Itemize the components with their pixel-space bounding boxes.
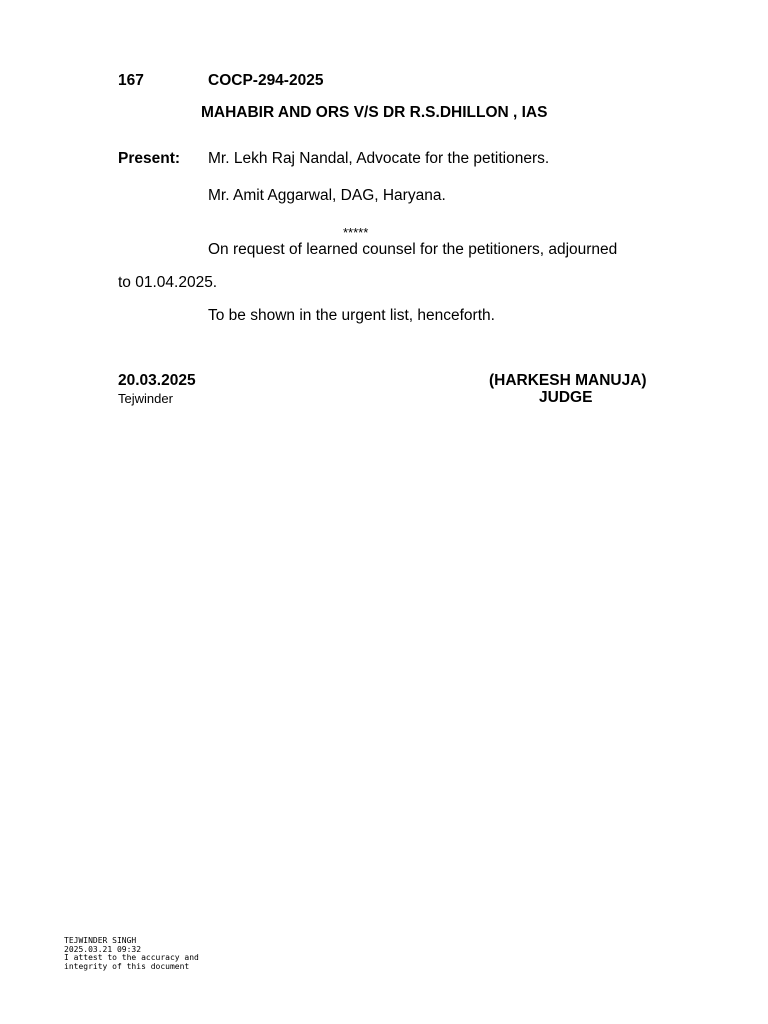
clerk-name: Tejwinder [118, 391, 173, 406]
judge-name: (HARKESH MANUJA) [489, 372, 647, 389]
judge-title: JUDGE [539, 389, 593, 406]
signature-attest-line2: integrity of this document [64, 961, 190, 971]
separator-asterisks: ***** [343, 225, 369, 240]
present-label: Present: [118, 150, 181, 167]
case-number: COCP-294-2025 [208, 72, 324, 89]
signature-attest-line1: I attest to the accuracy and [64, 953, 199, 962]
order-para1-line1: On request of learned counsel for the petitioners, adjourned [208, 241, 618, 258]
item-number: 167 [118, 72, 144, 89]
signature-name: TEJWINDER SINGH [64, 936, 137, 945]
order-date: 20.03.2025 [118, 372, 196, 389]
present-counsel-petitioners: Mr. Lekh Raj Nandal, Advocate for the petitioners. [208, 150, 550, 167]
order-para2: To be shown in the urgent list, henceforth. [208, 307, 495, 324]
present-counsel-state: Mr. Amit Aggarwal, DAG, Haryana. [208, 187, 446, 204]
signature-timestamp: 2025.03.21 09:32 [64, 944, 142, 954]
case-title: MAHABIR AND ORS V/S DR R.S.DHILLON , IAS [201, 104, 548, 121]
order-para1-line2: to 01.04.2025. [118, 274, 218, 291]
digital-signature-block [64, 937, 199, 971]
